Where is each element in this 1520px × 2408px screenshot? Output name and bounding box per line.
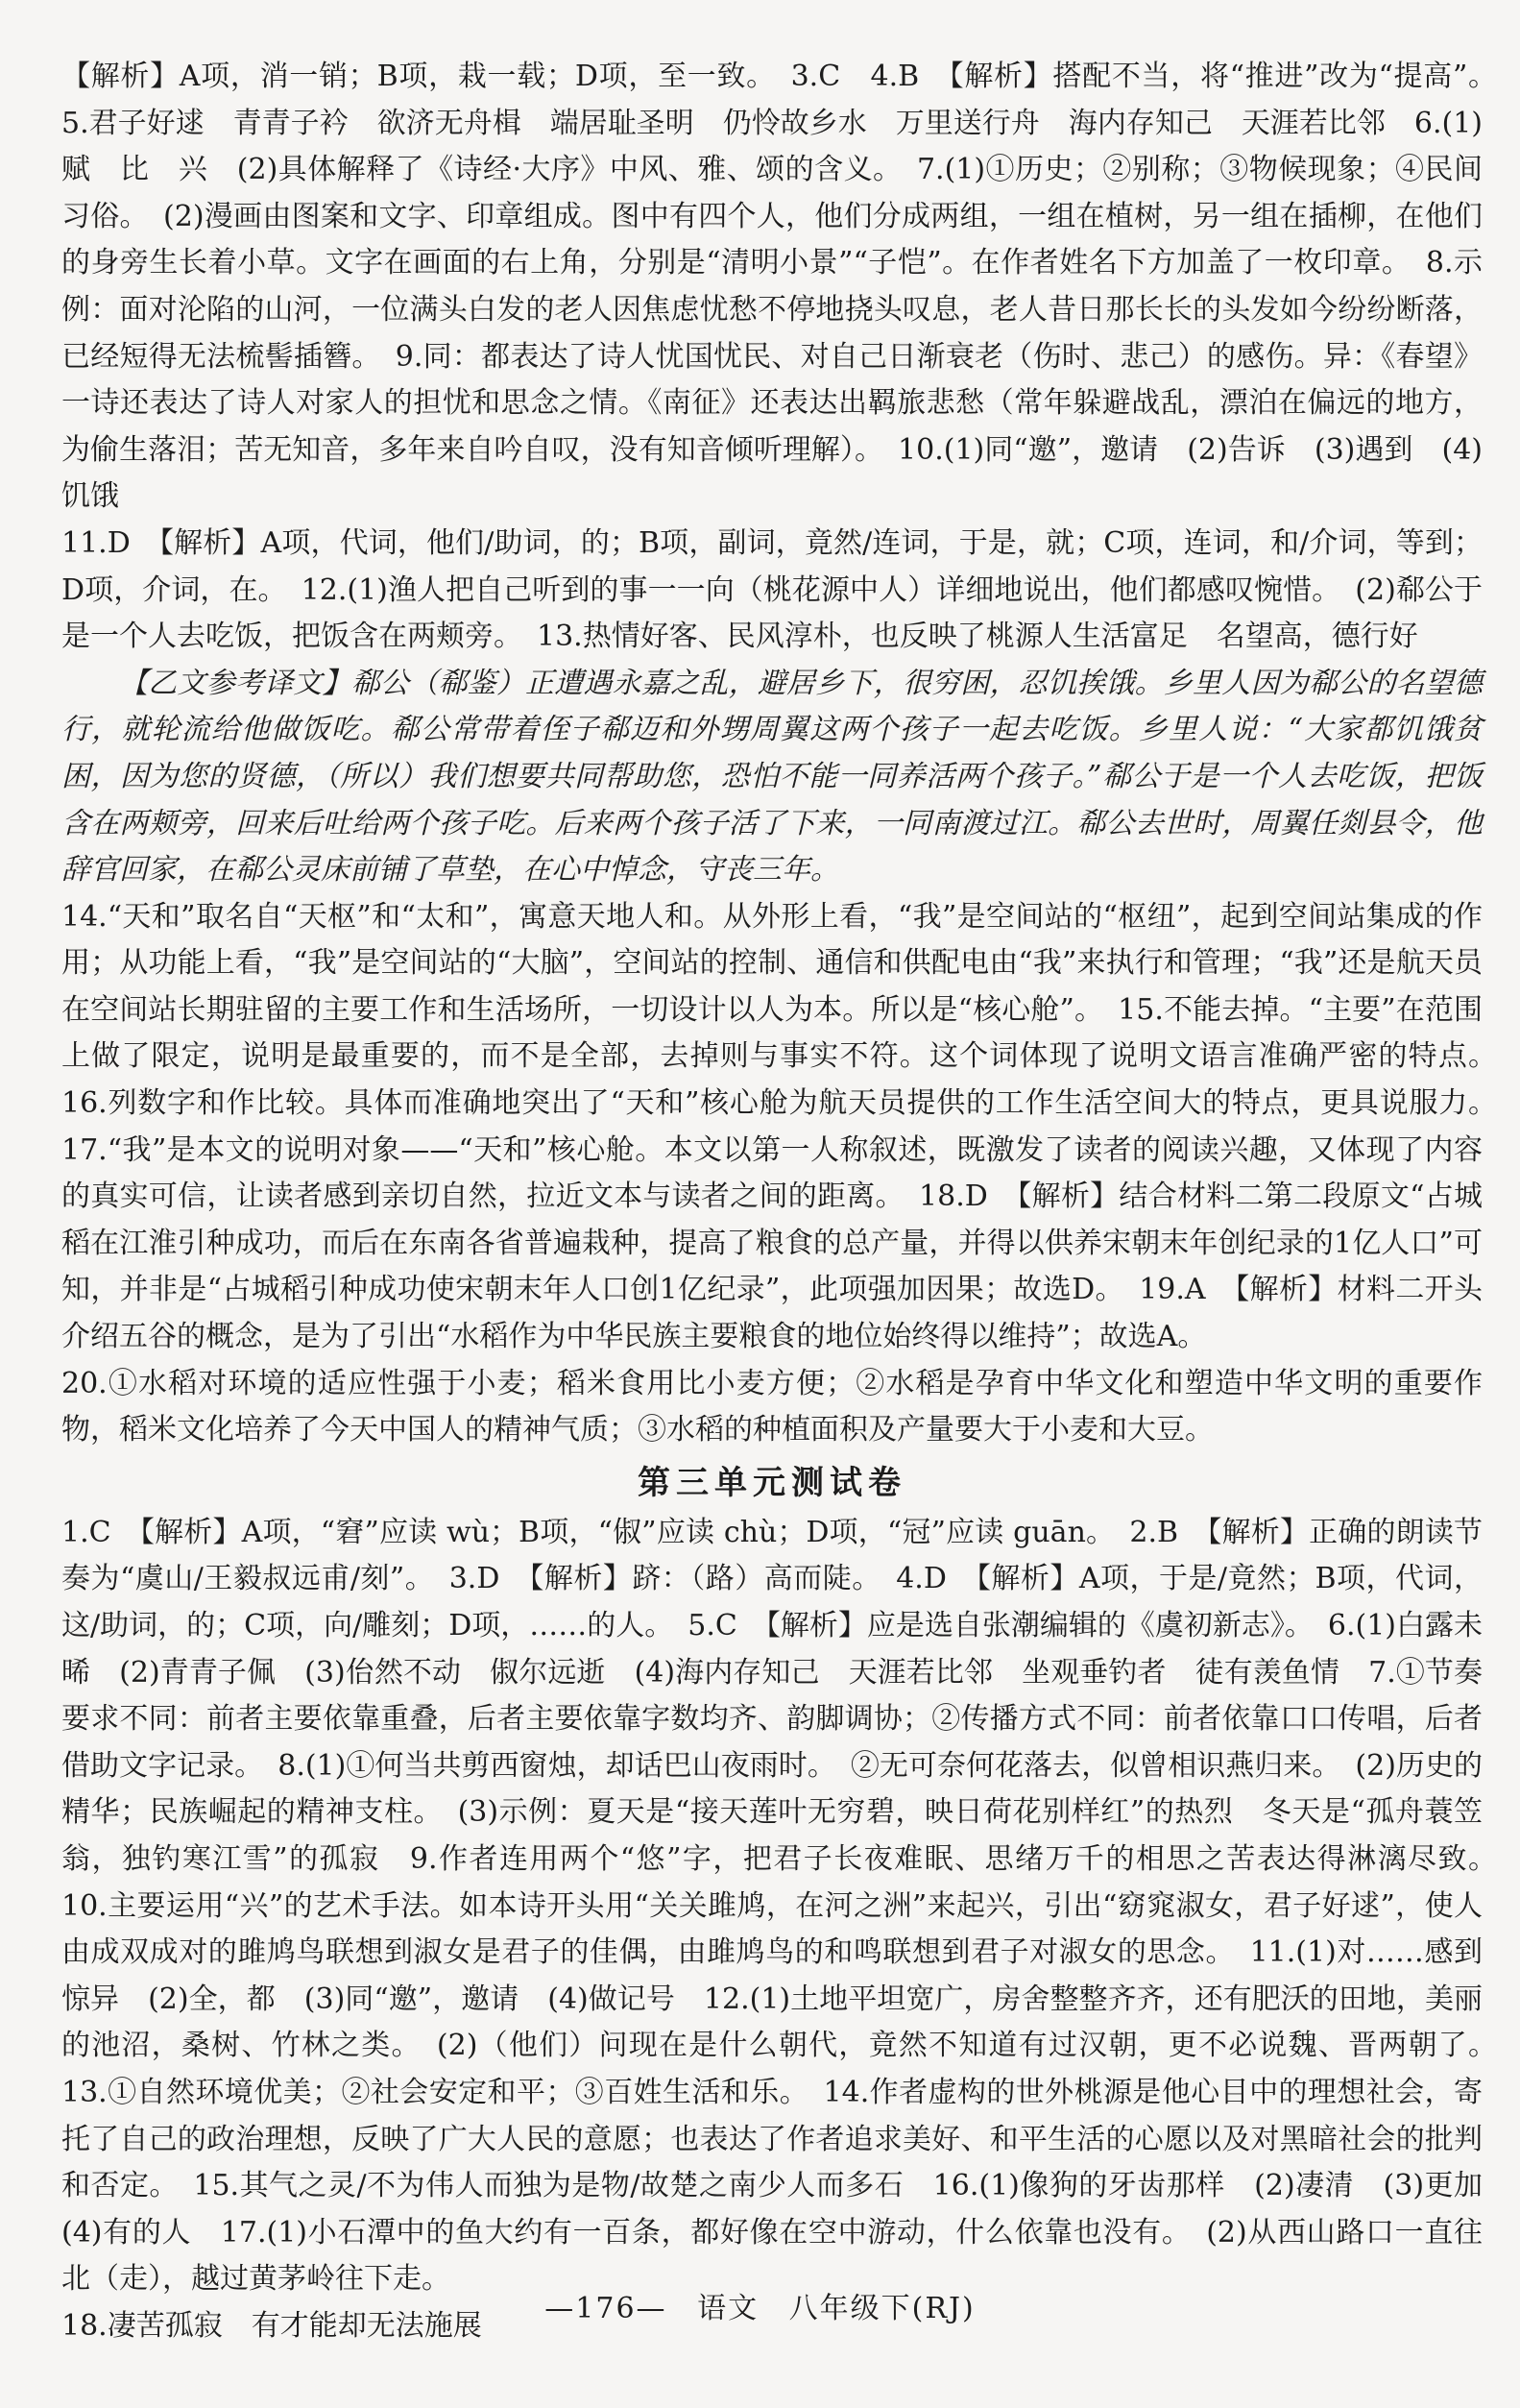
- subject-label: 语文: [697, 2292, 760, 2325]
- answer-text-block: [61, 54, 1511, 2350]
- grade-label: 八年级下(RJ): [788, 2292, 976, 2325]
- page-footer: [0, 2284, 1520, 2326]
- page-number: —176—: [544, 2292, 667, 2325]
- answers-part-1: [61, 54, 1511, 661]
- answers-part-2: [61, 894, 1511, 1454]
- answers-part-3: [61, 1510, 1511, 2350]
- reference-translation: 【乙文参考译文】郗公（郗鉴）正遭遇永嘉之乱，避居乡下，很穷困，忍饥挨饿。乡里人因为郗公的名望德行，就轮流给他做饭吃。郗公常带着侄子郗迈和外甥周翼这两个孩子一起去吃饭。乡里人说：“大家都饥饿贫困，因为您的贤德，（所以）我们想要共同帮助您，恐怕不能一同养活两个孩子。”郗公于是一个人去吃饭，把饭含在两颊旁，回来后吐给两个孩子吃。后来两个孩子活了下来，一同南渡过江。郗公去世时，周翼任剡县令，他辞官回家，在郗公灵床前铺了草垫，在心中悼念，守丧三年。: [61, 666, 1483, 888]
- answer-paragraph: 【解析】A项，消一销；B项，栽一载；D项，至一致。 3.C 4.B 【解析】搭配不当，将“推进”改为“提高”。 5.君子好逑 青青子衿 欲济无舟楫 端居耻圣明 仍怜故乡水 万里送行舟 海内存知己 天涯若比邻 6.(1)赋 比 兴 (2)具体解释了《诗经·大序》中风、雅、颂的含义。 7.(1)①历史；②别称；③物候现象；④民间习俗。 (2)漫画由图案和文字、印章组成。图中有四个人，他们分成两组，一组在植树，另一组在插柳，在他们的身旁生长着小草。文字在画面的右上角，分别是“清明小景”“子恺”。在作者姓名下方加盖了一枚印章。 8.示例：面对沦陷的山河，一位满头白发的老人因焦虑忧愁不停地挠头叹息，老人昔日那长长的头发如今纷纷断落，已经短得无法梳髻插簪。 9.同：都表达了诗人忧国忧民、对自己日渐衰老（伤时、悲己）的感伤。异：《春望》一诗还表达了诗人对家人的担忧和思念之情。《南征》还表达出羁旅悲愁（常年躲避战乱，漂泊在偏远的地方，为偷生落泪；苦无知音，多年来自吟自叹，没有知音倾听理解）。 10.(1)同“邀”，邀请 (2)告诉 (3)遇到 (4)饥饿: [61, 60, 1511, 514]
- answer-paragraph: 14.“天和”取名自“天枢”和“太和”，寓意天地人和。从外形上看，“我”是空间站的“枢纽”，起到空间站集成的作用；从功能上看，“我”是空间站的“大脑”，空间站的控制、通信和供配电由“我”来执行和管理；“我”还是航天员在空间站长期驻留的主要工作和生活场所，一切设计以人为本。所以是“核心舱”。 15.不能去掉。“主要”在范围上做了限定，说明是最重要的，而不是全部，去掉则与事实不符。这个词体现了说明文语言准确严密的特点。 16.列数字和作比较。具体而准确地突出了“天和”核心舱为航天员提供的工作生活空间大的特点，更具说服力。 17.“我”是本文的说明对象——“天和”核心舱。本文以第一人称叙述，既激发了读者的阅读兴趣，又体现了内容的真实可信，让读者感到亲切自然，拉近文本与读者之间的距离。 18.D 【解析】结合材料二第二段原文“占城稻在江淮引种成功，而后在东南各省普遍栽种，提高了粮食的总产量，并得以供养宋朝末年创纪录的1亿人口”可知，并非是“占城稻引种成功使宋朝末年人口创1亿纪录”，此项强加因果；故选D。 19.A 【解析】材料二开头介绍五谷的概念，是为了引出“水稻作为中华民族主要粮食的地位始终得以维持”；故选A。: [61, 899, 1511, 1354]
- answer-paragraph: 20.①水稻对环境的适应性强于小麦；稻米食用比小麦方便；②水稻是孕育中华文化和塑造中华文明的重要作物，稻米文化培养了今天中国人的精神气质；③水稻的种植面积及产量要大于小麦和大豆。: [61, 1366, 1483, 1447]
- answer-paragraph: 11.D 【解析】A项，代词，他们/助词，的；B项，副词，竟然/连词，于是，就；C项，连词，和/介词，等到；D项，介词，在。 12.(1)渔人把自己听到的事一一向（桃花源中人）详细地说出，他们都感叹惋惜。 (2)郗公于是一个人去吃饭，把饭含在两颊旁。 13.热情好客、民风淳朴，也反映了桃源人生活富足 名望高，德行好: [61, 525, 1483, 654]
- answer-paragraph: 1.C 【解析】A项，“窘”应读 wù；B项，“俶”应读 chù；D项，“冠”应读 guān。 2.B 【解析】正确的朗读节奏为“虞山/王毅叔远甫/刻”。 3.D 【解析】跻：（路）高而陡。 4.D 【解析】A项，于是/竟然；B项，代词，这/助词，的；C项，向/雕刻；D项，……的人。 5.C 【解析】应是选自张潮编辑的《虞初新志》。 6.(1)白露未晞 (2)青青子佩 (3)佁然不动 俶尔远逝 (4)海内存知己 天涯若比邻 坐观垂钓者 徒有羡鱼情 7.①节奏要求不同：前者主要依靠重叠，后者主要依靠字数均齐、韵脚调协；②传播方式不同：前者依靠口口传唱，后者借助文字记录。 8.(1)①何当共剪西窗烛，却话巴山夜雨时。 ②无可奈何花落去，似曾相识燕归来。 (2)历史的精华；民族崛起的精神支柱。 (3)示例：夏天是“接天莲叶无穷碧，映日荷花别样红”的热烈 冬天是“孤舟蓑笠翁，独钓寒江雪”的孤寂 9.作者连用两个“悠”字，把君子长夜难眠、思绪万千的相思之苦表达得淋漓尽致。 10.主要运用“兴”的艺术手法。如本诗开头用“关关雎鸠，在河之洲”来起兴，引出“窈窕淑女，君子好逑”，使人由成双成对的雎鸠鸟联想到淑女是君子的佳偶，由雎鸠鸟的和鸣联想到君子对淑女的思念。 11.(1)对……感到惊异 (2)全，都 (3)同“邀”，邀请 (4)做记号 12.(1)土地平坦宽广，房舍整整齐齐，还有肥沃的田地，美丽的池沼，桑树、竹林之类。 (2)（他们）问现在是什么朝代，竟然不知道有过汉朝，更不必说魏、晋两朝了。 13.①自然环境优美；②社会安定和平；③百姓生活和乐。 14.作者虚构的世外桃源是他心目中的理想社会，寄托了自己的政治理想，反映了广大人民的意愿；也表达了作者追求美好、和平生活的心愿以及对黑暗社会的批判和否定。 15.其气之灵/不为伟人而独为是物/故楚之南少人而多石 16.(1)像狗的牙齿那样 (2)凄清 (3)更加 (4)有的人 17.(1)小石潭中的鱼大约有一百条，都好像在空中游动，什么依靠也没有。 (2)从西山路口一直往北（走），越过黄茅岭往下走。: [61, 1515, 1511, 2297]
- section-title: 第三单元测试卷: [638, 1463, 906, 1502]
- answer-paragraph: 18.凄苦孤寂 有才能却无法施展: [61, 2308, 482, 2343]
